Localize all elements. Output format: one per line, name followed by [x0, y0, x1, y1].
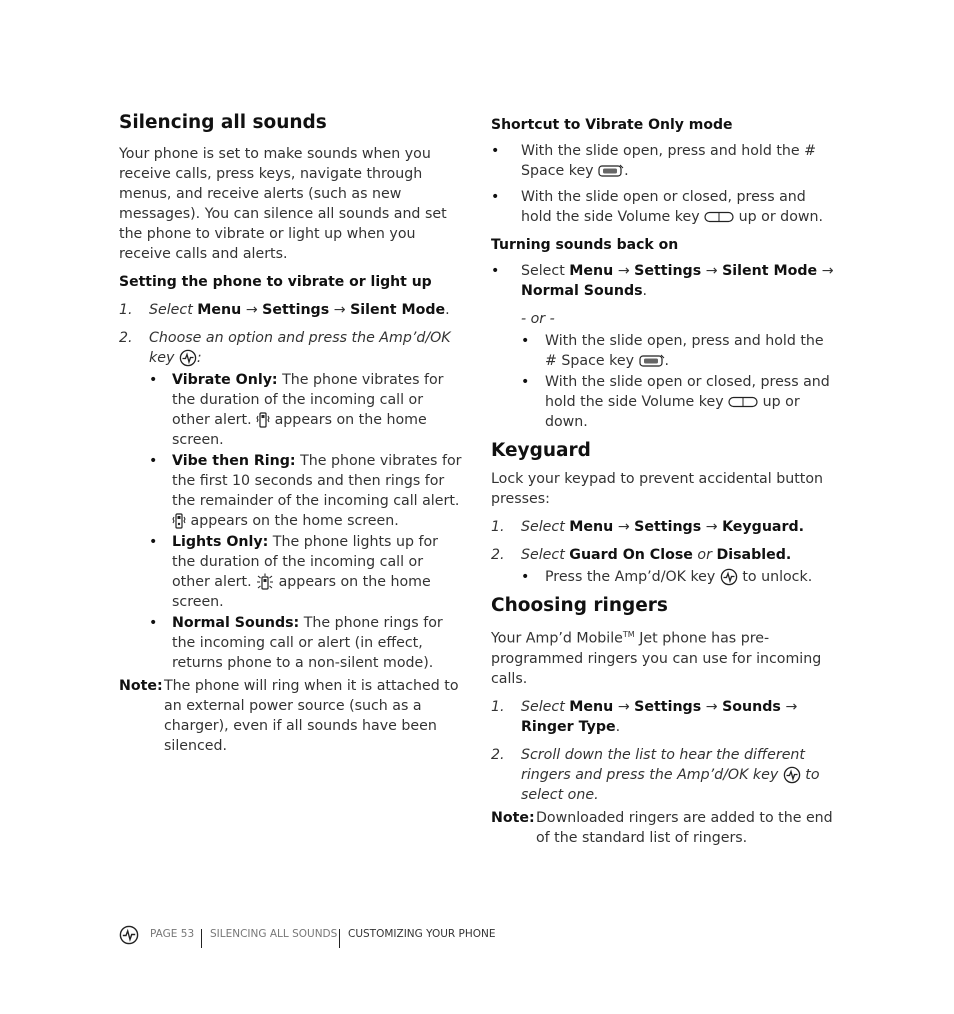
ampd-ok-key-icon — [783, 766, 801, 784]
left-column — [119, 112, 464, 756]
keyguard-intro: Lock your keypad to prevent accidental button presses: — [491, 471, 823, 508]
section-heading-keyguard: Keyguard — [491, 440, 591, 461]
shortcut-item-space-key: • With the slide open, press and hold the # Space key . — [491, 143, 817, 179]
section-heading-ringers: Choosing ringers — [491, 595, 668, 617]
note-power-source: Note: The phone will ring when it is attached to an external power source (such as a charger), even if all sounds have been silenced. — [119, 678, 459, 755]
or-separator: - or - — [521, 311, 555, 327]
footer-divider — [201, 929, 202, 948]
vibe-ring-icon — [172, 512, 186, 531]
footer-divider — [339, 929, 340, 948]
footer-chapter: CUSTOMIZING YOUR PHONE — [348, 928, 496, 940]
ampd-ok-key-icon — [720, 568, 738, 586]
ampd-logo-icon — [119, 925, 139, 948]
option-list — [119, 370, 464, 673]
subheading-shortcut-vibrate: Shortcut to Vibrate Only mode — [491, 117, 733, 133]
shortcut-item-volume-key: • With the slide open or closed, press and hold the side Volume key up or down. — [491, 189, 823, 225]
footer-section: SILENCING ALL SOUNDS — [210, 928, 338, 940]
silencing-intro: Your phone is set to make sounds when you receive calls, press keys, navigate through menus, and receive alerts (such as new messages). You can silence all sounds and set the phone to vibrate or light up when you receive calls and alerts. — [119, 146, 447, 263]
space-key-icon — [598, 164, 624, 178]
ringers-step-1: 1. Select Menu → Settings → Sounds → Ringer Type. — [491, 699, 798, 736]
option-vibrate-only: • Vibrate Only: The phone vibrates for the duration of the incoming call or other alert. appears on the home screen. — [149, 372, 444, 449]
step-1-select-silent-mode: 1. Select Menu → Settings → Silent Mode. — [119, 302, 450, 319]
turning-subitem-space-key: • With the slide open, press and hold the # Space key . — [521, 333, 824, 369]
ringers-step-2: 2. Scroll down the list to hear the different ringers and press the Amp’d/OK key to select one. — [491, 747, 820, 804]
ampd-ok-key-icon — [179, 349, 197, 367]
right-column — [491, 115, 836, 848]
footer-page-number: PAGE 53 — [150, 928, 195, 940]
turning-subitem-volume-key: • With the slide open or closed, press and hold the side Volume key up or down. — [521, 374, 830, 430]
section-heading-silencing: Silencing all sounds — [119, 112, 327, 133]
vibrate-icon — [256, 411, 270, 430]
keyguard-step-1: 1. Select Menu → Settings → Keyguard. — [491, 519, 805, 536]
keyguard-unlock-item: • Press the Amp’d/OK key to unlock. — [521, 569, 813, 586]
volume-key-icon — [728, 396, 758, 408]
ringers-intro: Your Amp’d Mobile™ Jet phone has pre-programmed ringers you can use for incoming calls. — [491, 630, 822, 688]
note-downloaded-ringers: Note: Downloaded ringers are added to the end of the standard list of ringers. — [491, 810, 833, 847]
space-key-icon — [639, 354, 665, 368]
keyguard-step-2: 2. Select Guard On Close or Disabled. — [491, 547, 792, 564]
option-lights-only: • Lights Only: The phone lights up for the duration of the incoming call or other alert. appears on the home screen. — [149, 534, 438, 611]
step-2-choose-option: 2. Choose an option and press the Amp’d/OK key : — [119, 330, 451, 367]
option-vibe-then-ring: • Vibe then Ring: The phone vibrates for the first 10 seconds and then rings for the remainder of the incoming call alert. appears on the home screen. — [149, 453, 462, 530]
subheading-turning-sounds-on: Turning sounds back on — [491, 237, 679, 253]
light-icon — [256, 573, 274, 592]
subheading-vibrate-light: Setting the phone to vibrate or light up — [119, 274, 432, 291]
turning-sub-list — [491, 331, 836, 432]
volume-key-icon — [704, 211, 734, 223]
option-normal-sounds: • Normal Sounds: The phone rings for the incoming call or alert (in effect, returns phone to a non-silent mode). — [149, 615, 443, 672]
turning-step-normal-sounds: • Select Menu → Settings → Silent Mode → Normal Sounds. — [491, 263, 834, 299]
